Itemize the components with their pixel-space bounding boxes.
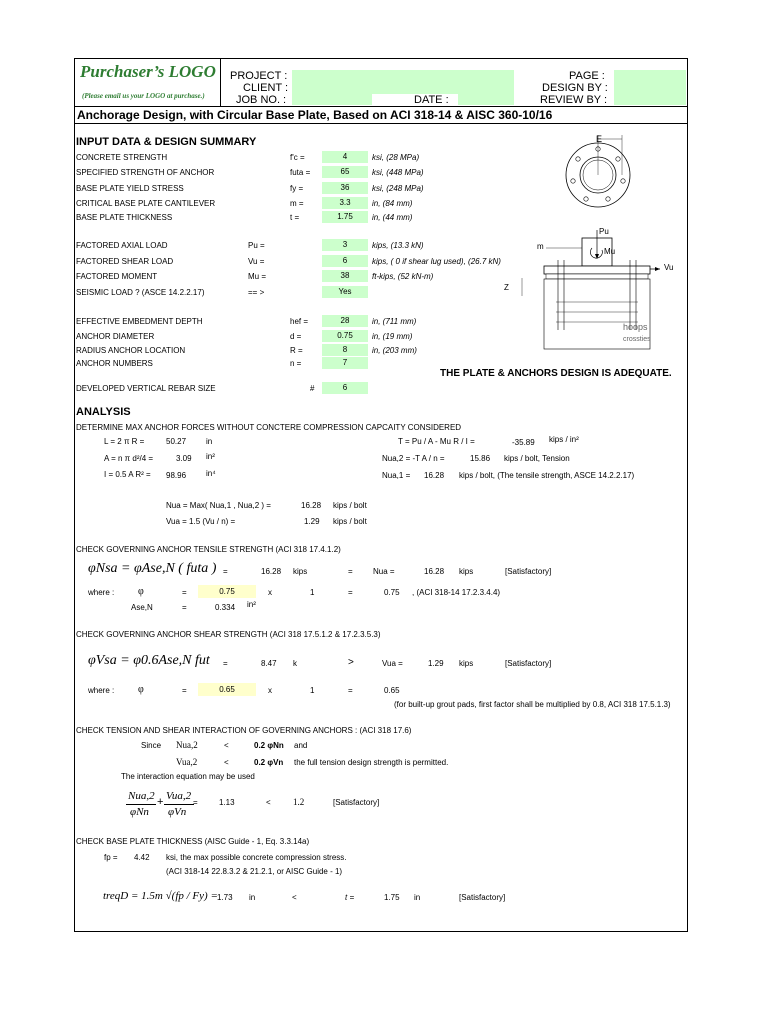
interaction-heading: CHECK TENSION AND SHEAR INTERACTION OF GOVERNING ANCHORS : (ACI 318 17.6) (76, 726, 412, 735)
I-label: I = 0.5 A R² = (104, 470, 151, 479)
ase-unit: in² (247, 600, 256, 609)
diagram-e-label: E (596, 134, 603, 144)
input-label: ANCHOR NUMBERS (76, 359, 153, 368)
input-label: BASE PLATE YIELD STRESS (76, 184, 184, 193)
input-value-field[interactable]: 6 (322, 255, 368, 267)
phi-shear-result: 0.65 (384, 686, 400, 695)
plate-status: [Satisfactory] (459, 893, 506, 902)
project-label: PROJECT : (230, 70, 288, 82)
input-label: FACTORED AXIAL LOAD (76, 241, 168, 250)
mu-label: Mu (604, 247, 616, 256)
tension-nua-value: 16.28 (424, 567, 445, 576)
times-2: x (268, 686, 272, 695)
m-label: m (537, 242, 544, 251)
treq-unit: in (249, 893, 256, 902)
plate-heading: CHECK BASE PLATE THICKNESS (AISC Guide - 1, Eq. 3.3.14a) (76, 837, 310, 846)
input-unit: ksi, (28 MPa) (372, 153, 420, 162)
inter-lt: < (266, 798, 271, 807)
shear-heading: CHECK GOVERNING ANCHOR SHEAR STRENGTH (ACI 318 17.5.1.2 & 17.2.3.5.3) (76, 630, 381, 639)
L-label: L = 2 π R = (104, 437, 145, 446)
fp-note: ksi, the max possible concrete compression stress. (166, 853, 347, 862)
input-value-field[interactable]: 4 (322, 151, 368, 163)
interaction-limit: 1.2 (293, 797, 305, 807)
phi-nn: 0.2 φNn (254, 741, 284, 750)
shear-vua-label: Vua = (382, 659, 403, 668)
input-value-field[interactable]: 65 (322, 166, 368, 178)
base-plate-diagram (500, 130, 685, 355)
t-value: 1.75 (384, 893, 400, 902)
shear-status: [Satisfactory] (505, 659, 552, 668)
input-label: DEVELOPED VERTICAL REBAR SIZE (76, 384, 216, 393)
I-value: 98.96 (166, 471, 187, 480)
input-value-field[interactable]: 7 (322, 357, 368, 369)
L-unit: in (206, 437, 213, 446)
Vua-unit: kips / bolt (333, 517, 367, 526)
input-value-field[interactable]: 28 (322, 315, 368, 327)
inter-num-1: Nua,2 (128, 790, 155, 802)
input-unit: in, (44 mm) (372, 213, 413, 222)
input-label: CRITICAL BASE PLATE CANTILEVER (76, 199, 216, 208)
shear-gt: > (348, 657, 354, 668)
job-no-label: JOB NO. : (236, 94, 287, 104)
input-unit: in, (711 mm) (372, 317, 417, 326)
treq-lt: < (292, 893, 297, 902)
pu-label: Pu (599, 227, 609, 236)
tension-status: [Satisfactory] (505, 567, 552, 576)
phi-symbol-1: φ (138, 586, 144, 597)
I-unit: in⁴ (206, 469, 216, 478)
input-label: FACTORED MOMENT (76, 272, 158, 281)
design-by-label: DESIGN BY : (542, 82, 608, 94)
input-symbol: futa = (290, 168, 311, 177)
tension-equation: φNsa = φAse,N ( futa ) (88, 561, 217, 576)
interaction-note: The interaction equation may be used (121, 772, 255, 781)
input-label: ANCHOR DIAMETER (76, 332, 155, 341)
input-label: CONCRETE STRENGTH (76, 153, 168, 162)
review-by-label: REVIEW BY : (540, 94, 608, 104)
ase-value: 0.334 (215, 603, 236, 612)
input-label: SPECIFIED STRENGTH OF ANCHOR (76, 168, 215, 177)
factor-one-2: 1 (310, 686, 315, 695)
base-plate-elevation (544, 266, 650, 274)
phi-eq-2: = (182, 686, 187, 695)
input-symbol: t = (290, 213, 300, 222)
treq-equation: treqD = 1.5m √(fp / Fy) = (103, 890, 218, 902)
tension-eq-sign-2: = (348, 567, 353, 576)
input-unit: kips, (13.3 kN) (372, 241, 424, 250)
where-label-1: where : (88, 588, 115, 597)
A-unit: in² (206, 452, 215, 461)
input-value-field[interactable]: 8 (322, 344, 368, 356)
design-summary: THE PLATE & ANCHORS DESIGN IS ADEQUATE. (440, 368, 672, 379)
input-value-field[interactable]: 3 (322, 239, 368, 251)
page-label: PAGE : (569, 70, 605, 82)
input-value-field[interactable]: 38 (322, 270, 368, 282)
interaction-value: 1.13 (219, 798, 235, 807)
treq-value: 1.73 (217, 893, 233, 902)
fp-value: 4.42 (134, 853, 150, 862)
Nua-value: 16.28 (301, 501, 322, 510)
shear-vua-unit: kips (459, 659, 474, 668)
Nua2-label: Nua,2 = -T A / n = (382, 454, 445, 463)
since-label: Since (141, 741, 162, 750)
factor-one-1: 1 (310, 588, 315, 597)
Nua-unit: kips / bolt (333, 501, 367, 510)
inter-num-2: Vua,2 (166, 790, 192, 802)
input-symbol: Mu = (248, 272, 267, 281)
project-client-field[interactable] (292, 70, 514, 94)
input-symbol: Vu = (248, 257, 265, 266)
phi-eq-2b: = (348, 686, 353, 695)
input-unit: ksi, (448 MPa) (372, 168, 424, 177)
phi-shear-input[interactable]: 0.65 (198, 683, 256, 696)
input-unit: in, (84 mm) (372, 199, 413, 208)
date-field[interactable] (458, 94, 514, 105)
input-heading: INPUT DATA & DESIGN SUMMARY (76, 136, 257, 148)
fp-ref: (ACI 318-14 22.8.3.2 & 21.2.1, or AISC Guide - 1) (166, 867, 343, 876)
analysis-heading: ANALYSIS (76, 406, 131, 418)
input-symbol: # (310, 384, 315, 393)
since-lt-1: < (224, 741, 229, 750)
input-label: RADIUS ANCHOR LOCATION (76, 346, 186, 355)
shear-value: 8.47 (261, 659, 277, 668)
input-unit: ksi, (248 MPa) (372, 184, 424, 193)
input-label: EFFECTIVE EMBEDMENT DEPTH (76, 317, 203, 326)
input-label: BASE PLATE THICKNESS (76, 213, 173, 222)
t-unit: in (414, 893, 421, 902)
crossties-label: crossties (623, 336, 651, 343)
A-value: 3.09 (176, 454, 192, 463)
shear-eq-sign: = (223, 659, 228, 668)
input-symbol: hef = (290, 317, 309, 326)
purchaser-logo: Purchaser’s LOGO (80, 62, 216, 81)
phi-tension-result: 0.75 (384, 588, 400, 597)
phi-symbol-2: φ (138, 684, 144, 695)
inter-den-1: φNn (130, 806, 149, 818)
input-unit: in, (203 mm) (372, 346, 417, 355)
input-value-field[interactable]: 3.3 (322, 197, 368, 209)
Nua2-unit: kips / bolt, Tension (504, 454, 570, 463)
ase-label: Ase,N (131, 603, 153, 612)
input-symbol: R = (290, 346, 303, 355)
hoops-label: hoops (623, 322, 648, 332)
phi-tension-ref: , (ACI 318-14 17.2.3.4.4) (412, 588, 501, 597)
A-label: A = n π d²/4 = (104, 454, 154, 463)
job-no-field[interactable] (292, 94, 372, 105)
input-value-field[interactable]: 6 (322, 382, 368, 394)
input-unit: ft-kips, (52 kN-m) (372, 272, 434, 281)
T-label: T = Pu / A - Mu R / I = (398, 437, 475, 446)
phi-eq-1: = (182, 588, 187, 597)
input-symbol: d = (290, 332, 302, 341)
L-value: 50.27 (166, 437, 187, 446)
shear-unit: k (293, 659, 297, 668)
fp-label: fp = (104, 853, 118, 862)
vu-label: Vu (664, 263, 674, 272)
tension-heading: CHECK GOVERNING ANCHOR TENSILE STRENGTH (ACI 318 17.4.1.2) (76, 545, 341, 554)
input-value-field[interactable]: 36 (322, 182, 368, 194)
where-label-2: where : (88, 686, 115, 695)
input-symbol: n = (290, 359, 302, 368)
input-value-field[interactable]: 0.75 (322, 330, 368, 342)
ase-eq: = (182, 603, 187, 612)
Nua1-label: Nua,1 = (382, 471, 411, 480)
T-value: -35.89 (512, 438, 535, 447)
input-label: FACTORED SHEAR LOAD (76, 257, 174, 266)
phi-tension-input[interactable]: 0.75 (198, 585, 256, 598)
times-1: x (268, 588, 272, 597)
svg-text:Z: Z (504, 283, 509, 292)
Nua1-value: 16.28 (424, 471, 445, 480)
forces-heading: DETERMINE MAX ANCHOR FORCES WITHOUT CONCTERE COMPRESSION CAPCAITY CONSIDERED (76, 423, 462, 432)
input-unit: in, (19 mm) (372, 332, 413, 341)
phi-vn: 0.2 φVn (254, 758, 284, 767)
Nua-label: Nua = Max( Nua,1 , Nua,2 ) = (166, 501, 271, 510)
and-label: and (294, 741, 308, 750)
shear-equation: φVsa = φ0.6Ase,N fut (88, 653, 210, 668)
since-vua2: Vua,2 (176, 757, 198, 767)
inter-eq-sign: = (193, 798, 198, 807)
tension-unit: kips (293, 567, 308, 576)
client-label: CLIENT : (243, 82, 289, 94)
page-design-review-field[interactable] (614, 70, 686, 105)
Vua-value: 1.29 (304, 517, 320, 526)
input-value-field[interactable]: 1.75 (322, 211, 368, 223)
input-symbol: f'c = (290, 153, 305, 162)
shear-vua-value: 1.29 (428, 659, 444, 668)
input-symbol: == > (248, 288, 265, 297)
since-lt-2: < (224, 758, 229, 767)
phi-eq-1b: = (348, 588, 353, 597)
t-label: t = (345, 893, 355, 902)
input-value-field[interactable]: Yes (322, 286, 368, 298)
tension-nua-unit: kips (459, 567, 474, 576)
inter-den-2: φVn (168, 806, 187, 818)
Nua2-value: 15.86 (470, 454, 491, 463)
date-label: DATE : (414, 94, 449, 104)
input-symbol: m = (290, 199, 304, 208)
tension-value: 16.28 (261, 567, 282, 576)
input-label: SEISMIC LOAD ? (ASCE 14.2.2.17) (76, 288, 205, 297)
tension-eq-sign: = (223, 567, 228, 576)
input-unit: kips, ( 0 if shear lug used), (26.7 kN) (372, 257, 501, 266)
grout-note: (for built-up grout pads, first factor shall be multiplied by 0.8, ACI 318 17.5.1.3) (394, 700, 671, 709)
input-symbol: fy = (290, 184, 304, 193)
Nua1-unit: kips / bolt, (The tensile strength, ASCE 14.2.2.17) (459, 471, 635, 480)
input-symbol: Pu = (248, 241, 265, 250)
T-unit: kips / in² (549, 435, 579, 444)
full-tension-note: the full tension design strength is permitted. (294, 758, 449, 767)
logo-note: (Please email us your LOGO at purchase.) (82, 92, 205, 100)
sheet-title: Anchorage Design, with Circular Base Plate, Based on ACI 318-14 & AISC 360-10/16 (77, 108, 553, 122)
tension-nua-label: Nua = (373, 567, 395, 576)
since-nua2: Nua,2 (176, 740, 198, 750)
interaction-status: [Satisfactory] (333, 798, 380, 807)
Vua-label: Vua = 1.5 (Vu / n) = (166, 517, 236, 526)
